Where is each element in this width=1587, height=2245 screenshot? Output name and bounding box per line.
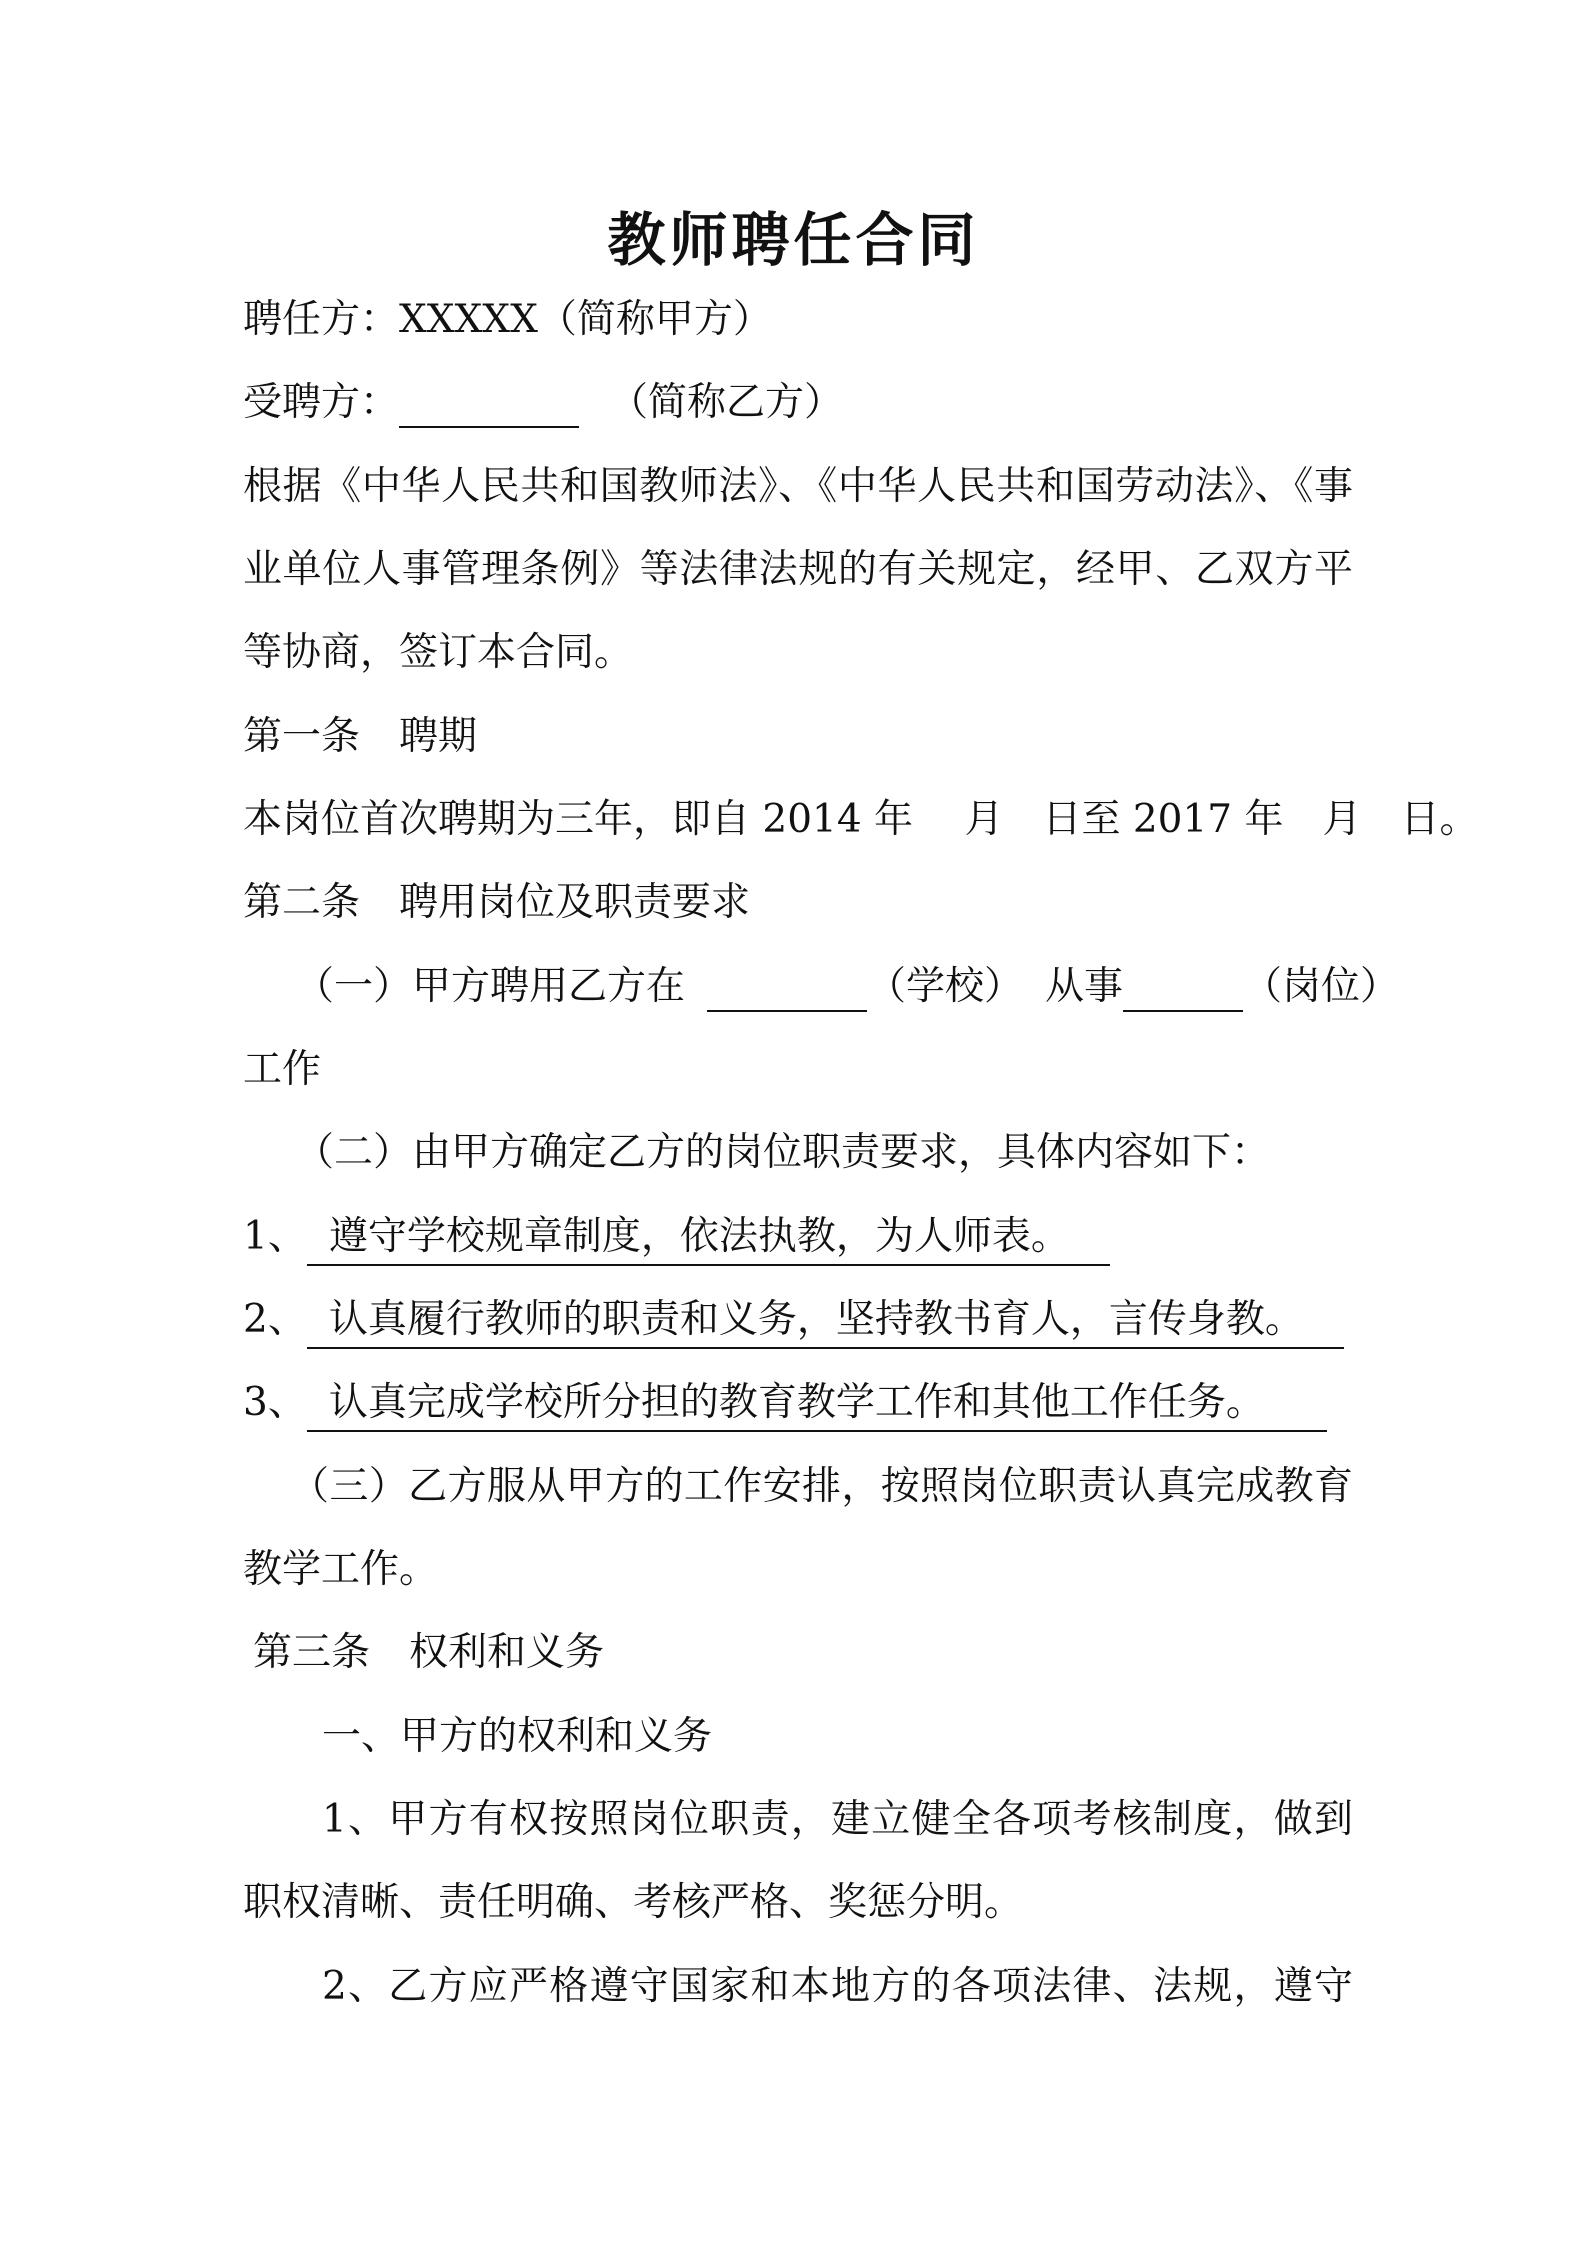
preamble-line-1: 根据《中华人民共和国教师法》、《中华人民共和国劳动法》、《事 (243, 464, 1353, 509)
post-blank[interactable] (1123, 970, 1243, 1012)
item1-mid: 从事 (1045, 964, 1124, 1009)
duty-num: 2、 (243, 1297, 307, 1342)
employer-label: 聘任方： (243, 297, 400, 342)
article2-item2: （二）由甲方确定乙方的岗位职责要求，具体内容如下： (295, 1130, 1271, 1175)
preamble-line-3: 等协商，签订本合同。 (243, 630, 634, 675)
item1-school: （学校） (867, 964, 1024, 1009)
duty-item-1 (243, 1212, 1353, 1266)
article1-heading: 第一条 聘期 (243, 714, 478, 759)
duty-item-2 (243, 1295, 1353, 1349)
article1-text: 本岗位首次聘期为三年，即自 2014 年 月 日至 2017 年 月 日。 (243, 797, 1479, 842)
employee-line (243, 378, 1353, 428)
article3-para1-line2: 职权清晰、责任明确、考核严格、奖惩分明。 (243, 1880, 1024, 1925)
duty-item-3 (243, 1378, 1353, 1432)
employee-label: 受聘方： (243, 380, 400, 425)
employer-line (243, 295, 1353, 345)
document-title: 教师聘任合同 (607, 206, 980, 274)
duty-text: 遵守学校规章制度，依法执教，为人师表。 (307, 1212, 1110, 1266)
preamble-line-2: 业单位人事管理条例》等法律法规的有关规定，经甲、乙双方平 (243, 547, 1353, 592)
duty-num: 1、 (243, 1214, 307, 1259)
article3-para1-line1: 1、甲方有权按照岗位职责，建立健全各项考核制度，做到 (322, 1797, 1353, 1842)
article2-item1 (243, 962, 1400, 1012)
duty-text: 认真完成学校所分担的教育教学工作和其他工作任务。 (307, 1378, 1327, 1432)
duty-num: 3、 (243, 1380, 307, 1425)
employee-name-blank[interactable] (399, 386, 579, 428)
school-blank[interactable] (707, 970, 867, 1012)
article3-para2-line1: 2、乙方应严格遵守国家和本地方的各项法律、法规，遵守 (322, 1964, 1353, 2009)
duty-text: 认真履行教师的职责和义务，坚持教书育人，言传身教。 (307, 1295, 1344, 1349)
employee-suffix: （简称乙方） (609, 380, 844, 425)
article2-item1-end: 工作 (243, 1047, 322, 1092)
article2-item3-line2: 教学工作。 (243, 1547, 439, 1592)
article2-heading: 第二条 聘用岗位及职责要求 (243, 880, 751, 925)
article3-heading: 第三条 权利和义务 (253, 1630, 605, 1675)
article3-subheading-1: 一、甲方的权利和义务 (322, 1714, 713, 1759)
employer-value: XXXXX（简称甲方） (399, 297, 772, 342)
item1-post: （岗位） (1243, 964, 1400, 1009)
item1-prefix: （一）甲方聘用乙方在 (295, 964, 686, 1009)
article2-item3-line1: （三）乙方服从甲方的工作安排，按照岗位职责认真完成教育 (290, 1464, 1353, 1509)
